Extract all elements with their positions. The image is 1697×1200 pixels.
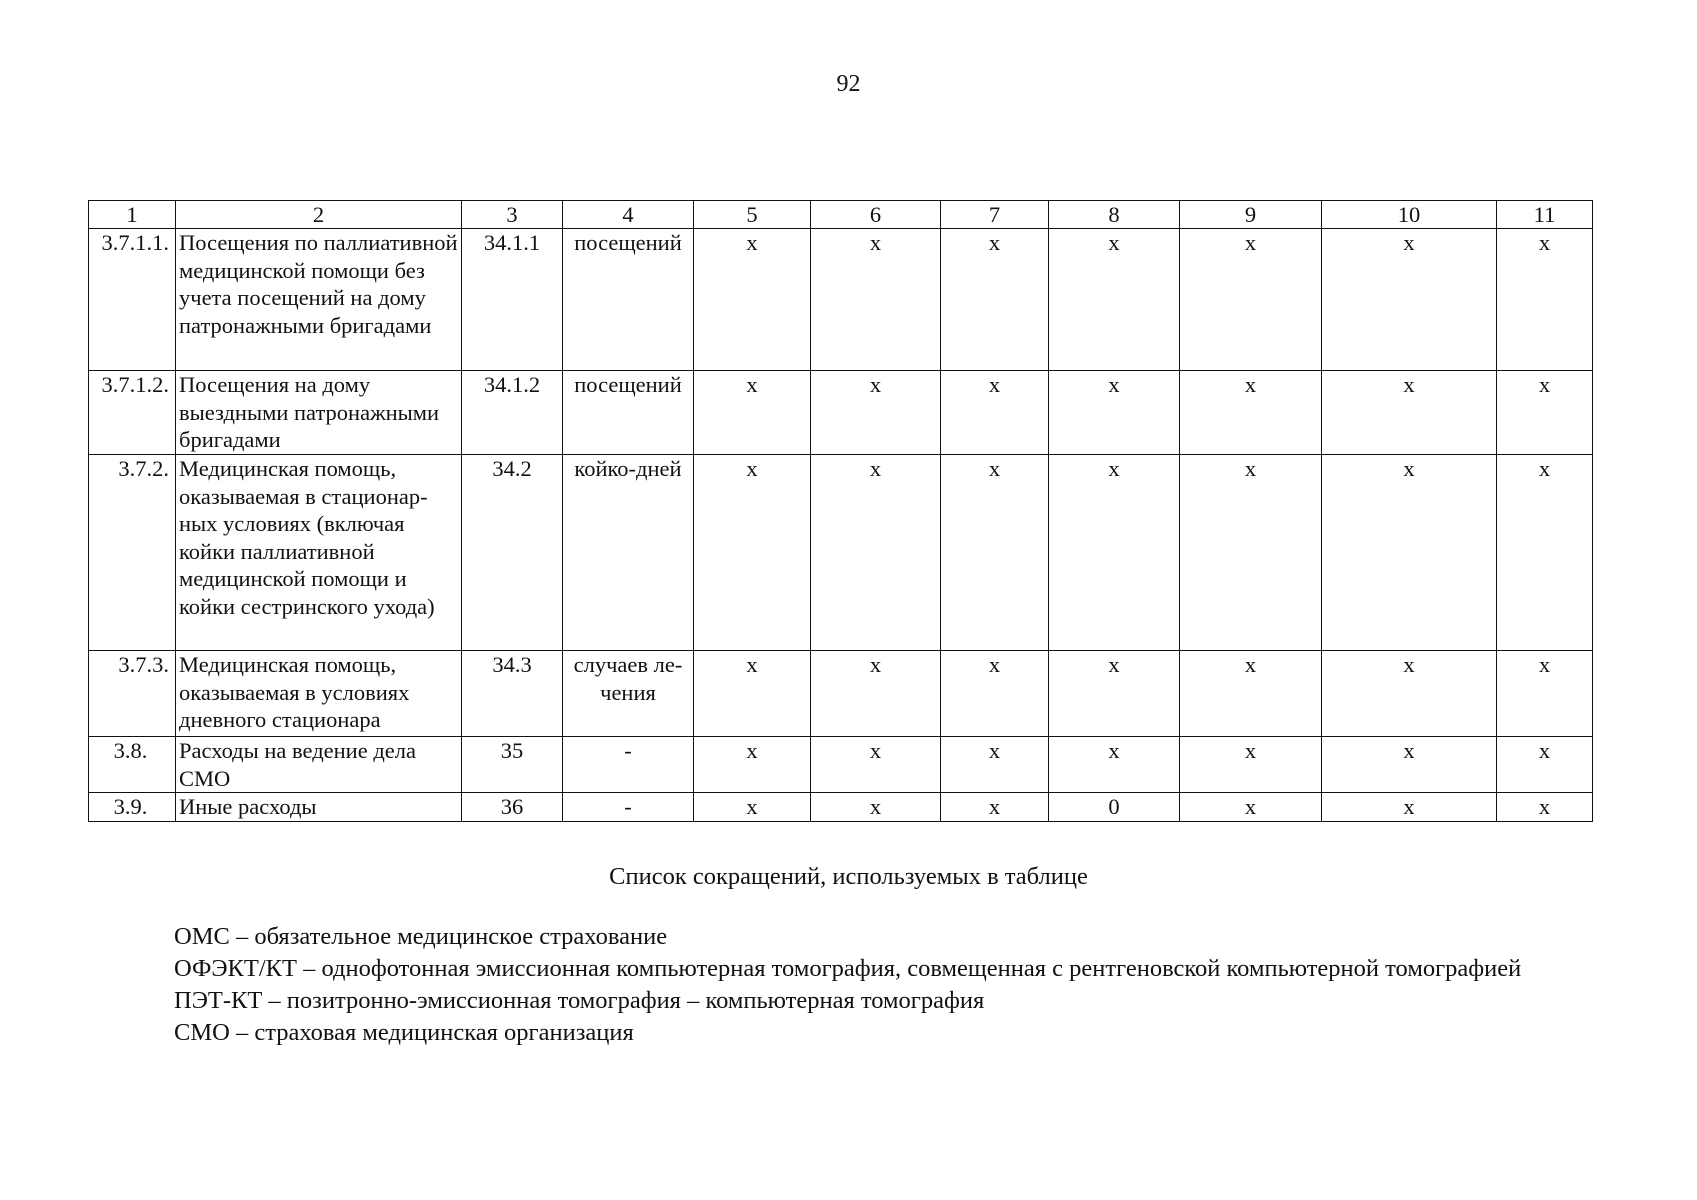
row-code: 35: [462, 737, 563, 793]
value-cell: х: [811, 455, 941, 651]
row-number: 3.7.1.2.: [89, 371, 176, 455]
column-header: 6: [811, 201, 941, 229]
value-cell: х: [1180, 371, 1322, 455]
value-cell: х: [1049, 371, 1180, 455]
value-cell: х: [1322, 793, 1497, 822]
row-number: 3.8.: [89, 737, 176, 793]
abbreviation-item: СМО – страховая медицинская организация: [174, 1019, 634, 1046]
row-code: 34.2: [462, 455, 563, 651]
table-row: [89, 455, 1593, 651]
value-cell: х: [1497, 651, 1593, 737]
value-cell: х: [1322, 737, 1497, 793]
column-header: 2: [176, 201, 462, 229]
column-header: 9: [1180, 201, 1322, 229]
abbreviation-item: ОФЭКТ/КТ – однофотонная эмиссионная компьютерная томография, совмещенная с рентгеновской компьютерной томографией: [174, 955, 1522, 982]
value-cell: х: [941, 371, 1049, 455]
row-number: 3.7.3.: [89, 651, 176, 737]
value-cell: х: [1180, 651, 1322, 737]
value-cell: х: [1049, 229, 1180, 371]
value-cell: х: [811, 371, 941, 455]
column-header: 8: [1049, 201, 1180, 229]
row-name: Посещения по паллиативной медицинской помощи без учета посещений на дому патронажными бригадами: [176, 229, 462, 371]
table-header-row: [89, 201, 1593, 229]
abbreviation-item: ПЭТ-КТ – позитронно-эмиссионная томография – компьютерная томография: [174, 987, 985, 1014]
value-cell: х: [1497, 229, 1593, 371]
table-row: [89, 229, 1593, 371]
value-cell: х: [1497, 455, 1593, 651]
value-cell: х: [941, 229, 1049, 371]
value-cell: х: [811, 651, 941, 737]
column-header: 10: [1322, 201, 1497, 229]
value-cell: х: [1049, 651, 1180, 737]
page-number: 92: [836, 71, 861, 97]
column-header: 11: [1497, 201, 1593, 229]
abbreviations-title: Список сокращений, используемых в таблице: [609, 863, 1088, 890]
row-code: 34.1.1: [462, 229, 563, 371]
value-cell: х: [694, 371, 811, 455]
row-code: 34.1.2: [462, 371, 563, 455]
value-cell: х: [1180, 229, 1322, 371]
value-cell: х: [694, 651, 811, 737]
value-cell: х: [694, 229, 811, 371]
row-code: 34.3: [462, 651, 563, 737]
value-cell: х: [1497, 737, 1593, 793]
row-unit: случаев ле- чения: [563, 651, 694, 737]
value-cell: х: [1322, 651, 1497, 737]
table-row: [89, 737, 1593, 793]
row-code: 36: [462, 793, 563, 822]
column-header: 4: [563, 201, 694, 229]
value-cell: х: [694, 737, 811, 793]
value-cell: х: [1180, 455, 1322, 651]
value-cell: х: [1497, 793, 1593, 822]
value-cell: х: [811, 793, 941, 822]
column-header: 5: [694, 201, 811, 229]
row-number: 3.9.: [89, 793, 176, 822]
value-cell: х: [811, 737, 941, 793]
column-header: 3: [462, 201, 563, 229]
row-number: 3.7.2.: [89, 455, 176, 651]
row-name: Иные расходы: [176, 793, 462, 822]
value-cell: х: [1180, 737, 1322, 793]
value-cell: х: [941, 793, 1049, 822]
column-header: 7: [941, 201, 1049, 229]
row-unit: посещений: [563, 371, 694, 455]
row-number: 3.7.1.1.: [89, 229, 176, 371]
column-header: 1: [89, 201, 176, 229]
abbreviation-item: ОМС – обязательное медицинское страхование: [174, 923, 668, 950]
abbreviations-list: [97, 921, 1597, 1049]
row-unit: -: [563, 737, 694, 793]
value-cell: х: [1322, 455, 1497, 651]
value-cell: х: [1049, 455, 1180, 651]
value-cell: х: [941, 455, 1049, 651]
value-cell: х: [941, 651, 1049, 737]
data-table: [88, 200, 1593, 822]
table-row: [89, 793, 1593, 822]
value-cell: х: [1180, 793, 1322, 822]
value-cell: х: [811, 229, 941, 371]
value-cell: х: [941, 737, 1049, 793]
value-cell: х: [1322, 371, 1497, 455]
row-name: Медицинская помощь, оказываемая в условиях дневного стационара: [176, 651, 462, 737]
row-unit: посещений: [563, 229, 694, 371]
table-row: [89, 651, 1593, 737]
row-unit: -: [563, 793, 694, 822]
table-row: [89, 371, 1593, 455]
value-cell: х: [1322, 229, 1497, 371]
row-unit: койко-дней: [563, 455, 694, 651]
row-name: Расходы на ведение дела СМО: [176, 737, 462, 793]
row-name: Медицинская помощь, оказываемая в стационар- ных условиях (включая койки паллиативной медицинской помощи и койки сестринского ухода): [176, 455, 462, 651]
value-cell: х: [1049, 737, 1180, 793]
value-cell: х: [694, 455, 811, 651]
value-cell: х: [1497, 371, 1593, 455]
value-cell: х: [694, 793, 811, 822]
row-name: Посещения на дому выездными патронажными бригадами: [176, 371, 462, 455]
value-cell: 0: [1049, 793, 1180, 822]
